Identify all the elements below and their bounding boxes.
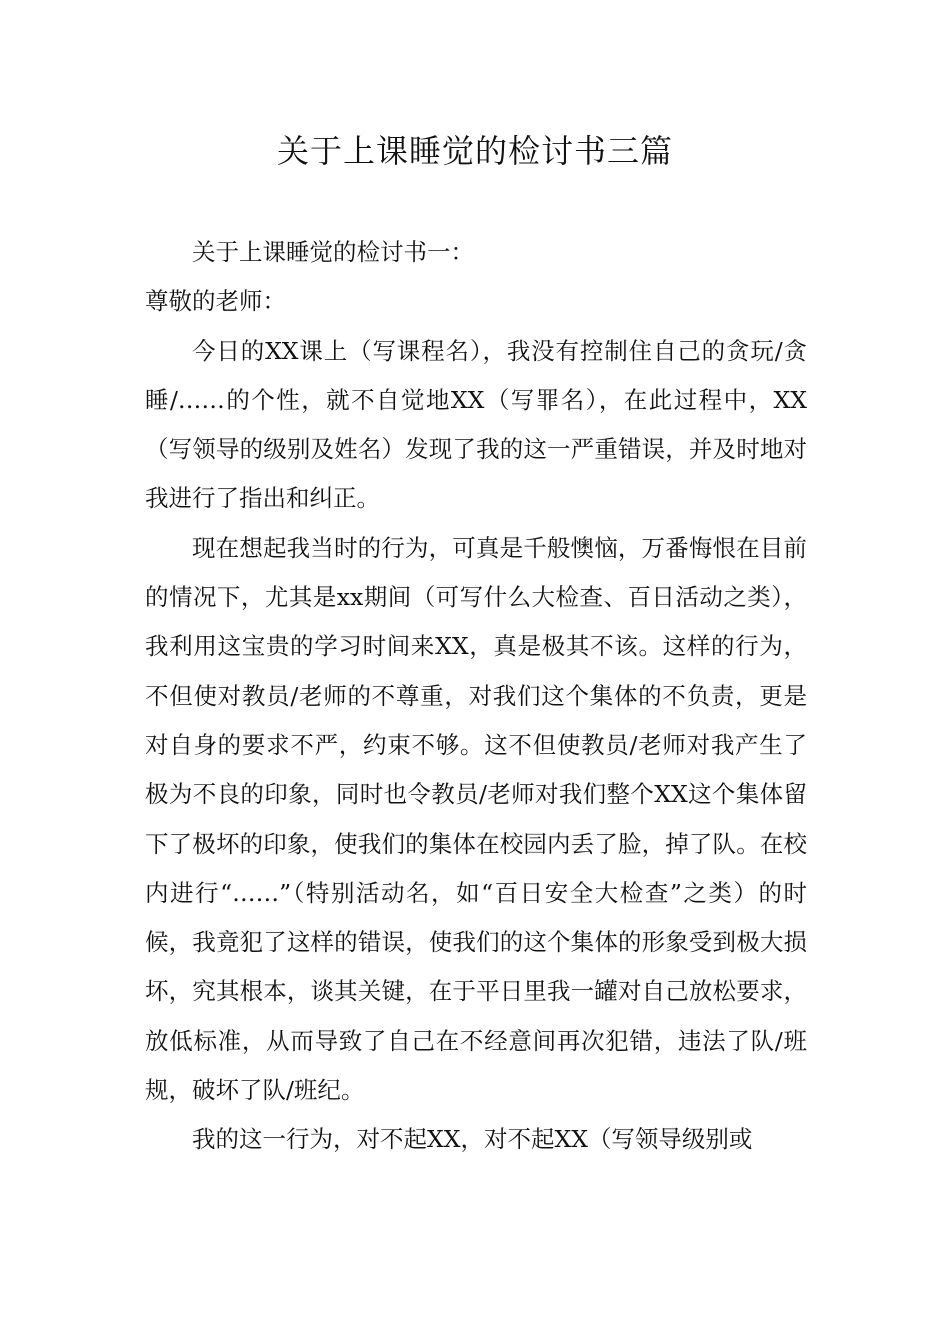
paragraph-1: 今日的XX课上（写课程名），我没有控制住自己的贪玩/贪睡/……的个性，就不自觉地XX（写罪名），在此过程中，XX（写领导的级别及姓名）发现了我的这一严重错误，并及时地对我进行了指出和纠正。: [145, 336, 807, 513]
paragraph-3: 我的这一行为，对不起XX，对不起XX（写领导级别或: [192, 1125, 753, 1154]
document-title: 关于上课睡觉的检讨书三篇: [276, 132, 673, 170]
salutation: 尊敬的老师：: [145, 287, 286, 316]
section-heading: 关于上课睡觉的检讨书一：: [192, 238, 474, 266]
document-body: [145, 228, 807, 1165]
paragraph-2: 现在想起我当时的行为，可真是千般懊恼，万番悔恨在目前的情况下，尤其是xx期间（可写什么大检查、百日活动之类），我利用这宝贵的学习时间来XX，真是极其不该。这样的行为，不但使对教员/老师的不尊重，对我们这个集体的不负责，更是对自身的要求不严，约束不够。这不但使教员/老师对我产生了极为不良的印象，同时也令教员/老师对我们整个XX这个集体留下了极坏的印象，使我们的集体在校园内丢了脸，掉了队。在校内进行“……”（特别活动名，如“百日安全大检查”之类）的时候，我竟犯了这样的错误，使我们的这个集体的形象受到极大损坏，究其根本，谈其关键，在于平日里我一罐对自己放松要求，放低标准，从而导致了自己在不经意间再次犯错，违法了队/班规，破坏了队/班纪。: [145, 533, 807, 1105]
